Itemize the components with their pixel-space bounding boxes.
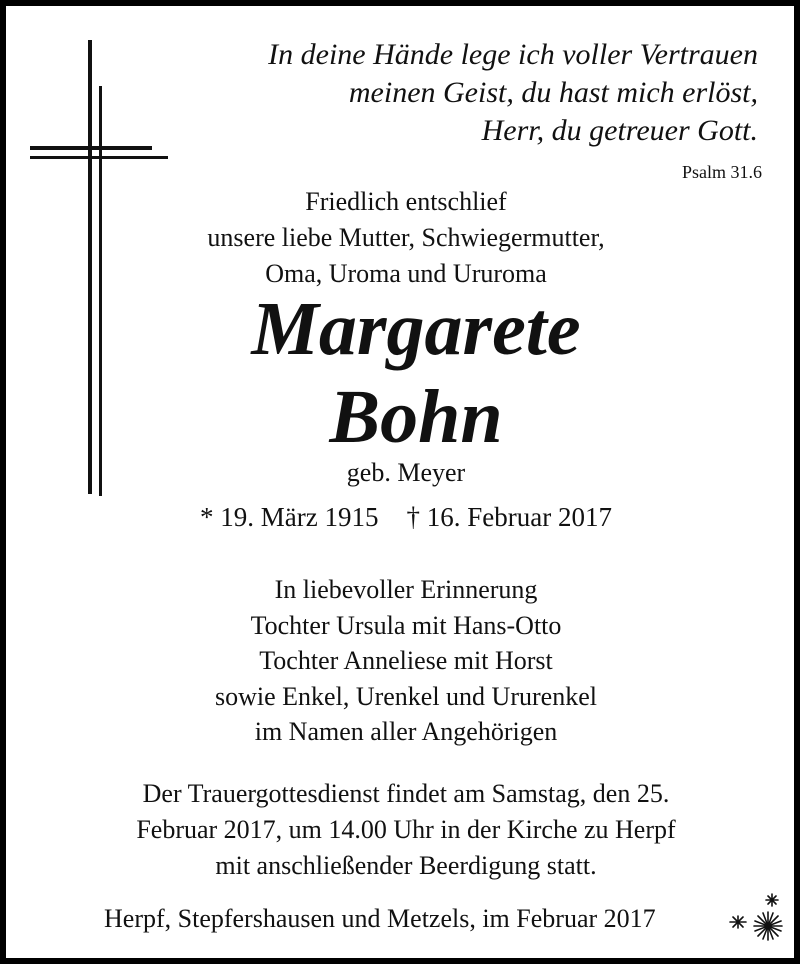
life-dates <box>6 502 800 533</box>
mourner-line: im Namen aller Angehörigen <box>254 717 558 746</box>
birth-date: * 19. März 1915 <box>200 502 379 532</box>
psalm-reference: Psalm 31.6 <box>681 162 762 182</box>
service-line: Februar 2017, um 14.00 Uhr in der Kirche zu Herpf <box>136 815 676 844</box>
psalm-line: meinen Geist, du hast mich erlöst, <box>348 76 758 109</box>
service-line: Der Trauergottesdienst findet am Samstag, den 25. <box>142 779 670 808</box>
psalm-line: Herr, du getreuer Gott. <box>481 114 758 147</box>
deceased-last-name: Bohn <box>329 375 503 459</box>
mourner-line: In liebevoller Erinnerung <box>274 575 538 604</box>
stars-icon <box>726 886 786 946</box>
birth-name: geb. Meyer <box>346 458 466 487</box>
death-date: † 16. Februar 2017 <box>406 502 612 532</box>
intro-text <box>6 184 800 292</box>
service-line: mit anschließender Beerdigung statt. <box>215 851 597 880</box>
deceased-first-name: Margarete <box>251 287 581 371</box>
place-and-date: Herpf, Stepfershausen und Metzels, im Februar 2017 <box>104 904 656 933</box>
intro-line: Friedlich entschlief <box>305 187 507 216</box>
mourner-line: Tochter Anneliese mit Horst <box>259 646 553 675</box>
intro-line: Oma, Uroma und Ururoma <box>265 259 547 288</box>
psalm-quote <box>118 36 758 150</box>
mourners-list <box>6 572 800 750</box>
mourner-line: Tochter Ursula mit Hans-Otto <box>250 610 562 640</box>
service-notice <box>6 776 800 884</box>
psalm-line: In deine Hände lege ich voller Vertrauen <box>268 38 758 71</box>
mourner-line: sowie Enkel, Urenkel und Ururenkel <box>215 681 597 711</box>
intro-line: unsere liebe Mutter, Schwiegermutter, <box>207 223 605 252</box>
